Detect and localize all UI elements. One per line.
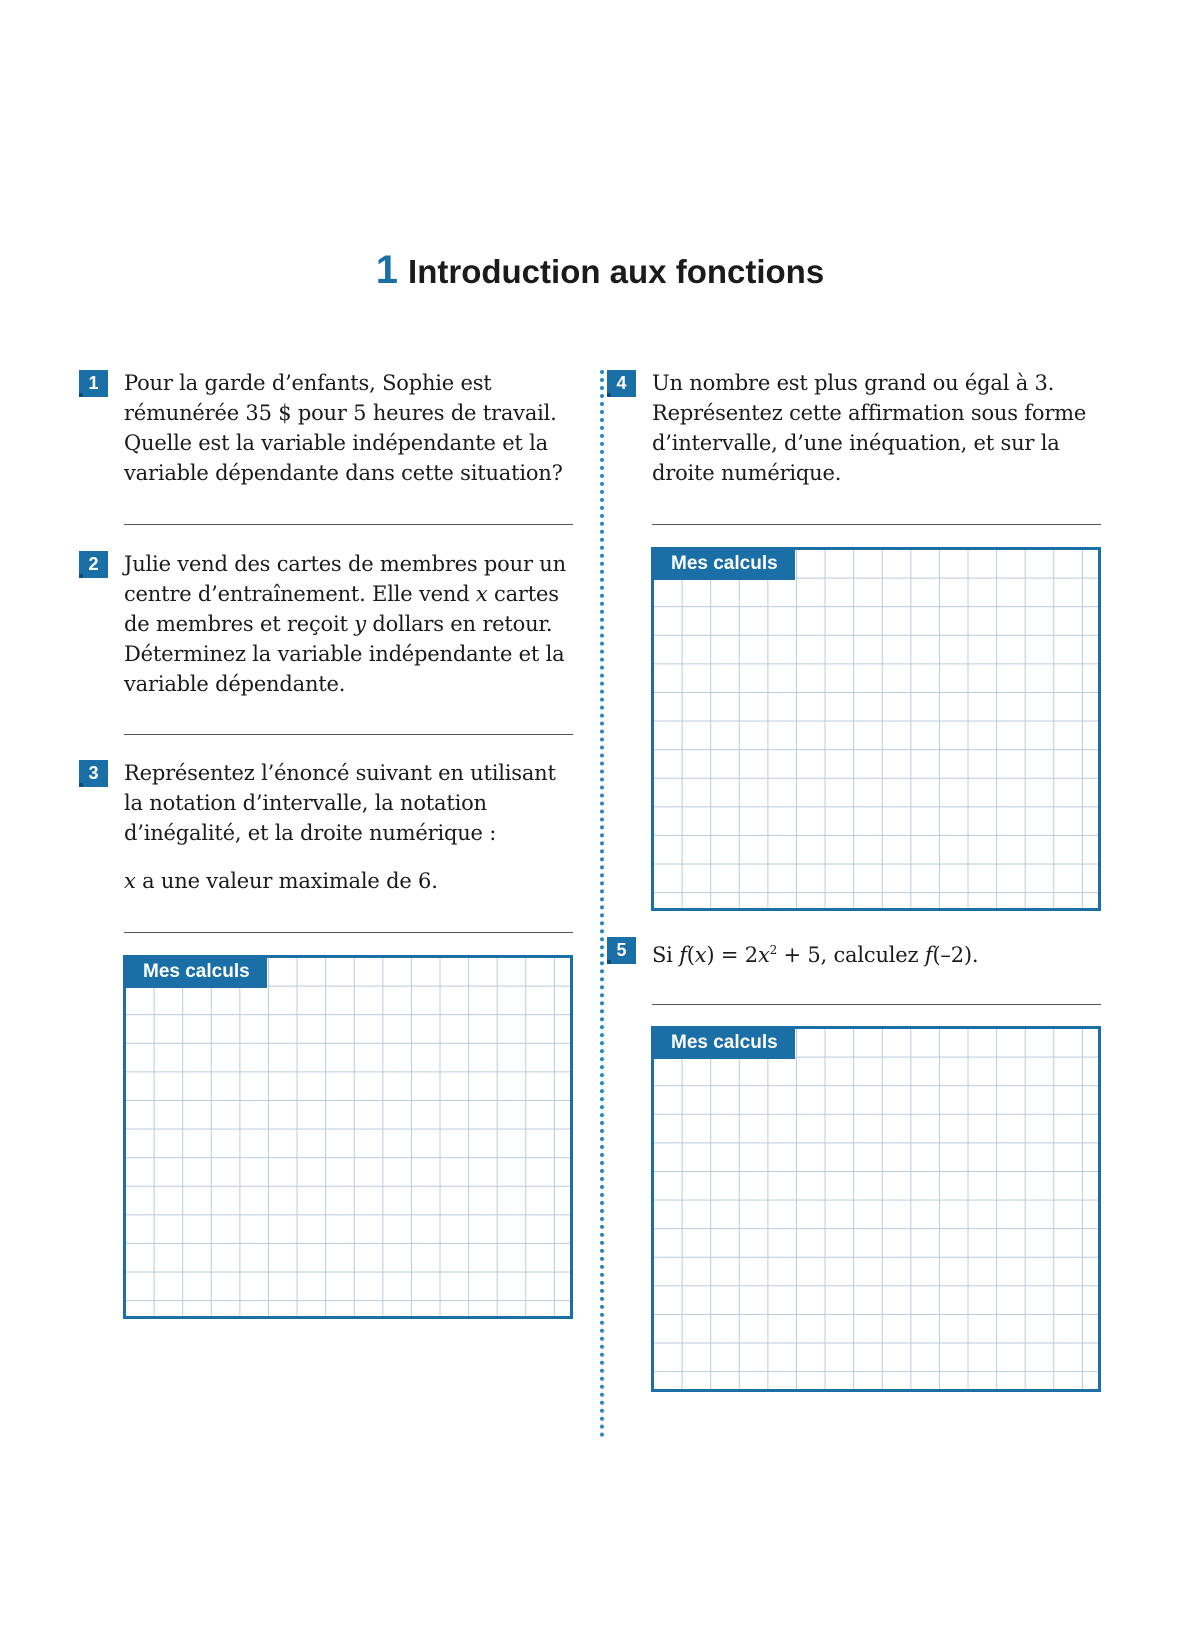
column-divider	[600, 370, 604, 1438]
question-line: Julie vend des cartes de membres pour un	[124, 552, 566, 576]
question-number-badge: 1	[79, 370, 108, 397]
question-2	[124, 549, 566, 699]
question-statement: x a une valeur maximale de 6.	[124, 869, 438, 893]
calculation-grid[interactable]	[123, 955, 573, 1319]
question-line: Représentez l’énoncé suivant en utilisant	[124, 761, 556, 785]
answer-line	[652, 1004, 1101, 1005]
answer-line	[652, 524, 1101, 525]
question-5	[652, 935, 978, 970]
question-line: de membres et reçoit y dollars en retour.	[124, 612, 553, 636]
question-line: Si $f(x) = 2x^2 + 5$, calculez f(–2).	[652, 943, 979, 967]
chapter-number: 1	[375, 248, 399, 292]
chapter-title	[0, 248, 1200, 293]
question-1	[124, 368, 563, 488]
question-line: droite numérique.	[652, 461, 842, 485]
answer-line	[124, 734, 573, 735]
chapter-title-text: Introduction aux fonctions	[408, 253, 825, 290]
question-line: centre d’entraînement. Elle vend x cartes	[124, 582, 559, 606]
calculation-grid[interactable]	[651, 547, 1101, 911]
question-number-badge: 2	[79, 551, 108, 578]
question-number-badge: 3	[79, 760, 108, 787]
question-line: variable dépendante dans cette situation?	[124, 461, 563, 485]
question-line: rémunérée 35 $ pour 5 heures de travail.	[124, 401, 557, 425]
question-line: Un nombre est plus grand ou égal à 3.	[652, 371, 1055, 395]
answer-line	[124, 932, 573, 933]
question-number-badge: 5	[607, 937, 636, 964]
question-line: variable dépendante.	[124, 672, 346, 696]
answer-line	[124, 524, 573, 525]
question-line: la notation d’intervalle, la notation	[124, 791, 487, 815]
question-3	[124, 758, 556, 896]
question-line: Quelle est la variable indépendante et la	[124, 431, 548, 455]
grid-label: Mes calculs	[653, 549, 795, 580]
question-number-badge: 4	[607, 370, 636, 397]
calculation-grid[interactable]	[651, 1026, 1101, 1392]
question-line: Pour la garde d’enfants, Sophie est	[124, 371, 492, 395]
question-line: d’inégalité, et la droite numérique :	[124, 821, 497, 845]
question-line: d’intervalle, d’une inéquation, et sur la	[652, 431, 1060, 455]
question-line: Déterminez la variable indépendante et la	[124, 642, 565, 666]
grid-label: Mes calculs	[125, 957, 267, 988]
question-line: Représentez cette affirmation sous forme	[652, 401, 1087, 425]
question-4	[652, 368, 1086, 488]
grid-label: Mes calculs	[653, 1028, 795, 1059]
